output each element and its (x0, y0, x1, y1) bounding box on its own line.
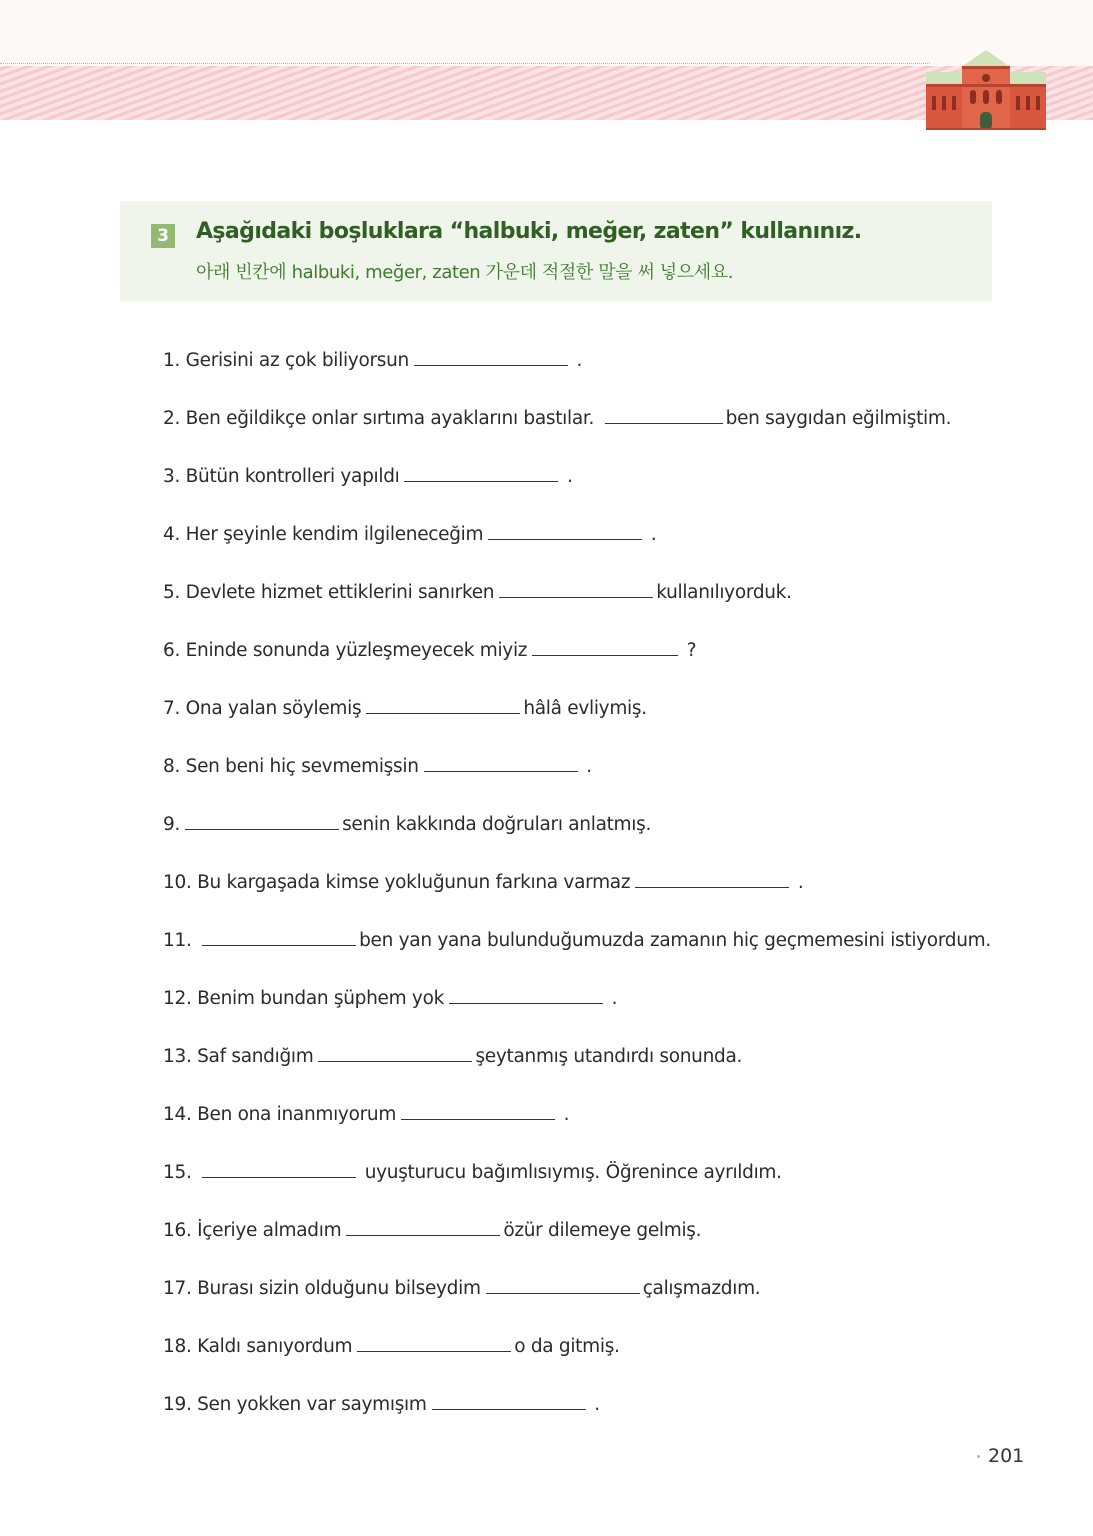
answer-blank[interactable] (202, 1159, 356, 1178)
answer-blank[interactable] (366, 695, 520, 714)
header-dotted-line (0, 63, 930, 64)
item-text: . (561, 466, 573, 487)
item-text: 9. (163, 814, 181, 835)
exercise-item (163, 869, 803, 897)
item-text: ? (681, 640, 697, 661)
item-text: 8. Sen beni hiç sevmemişsin (163, 756, 419, 777)
item-text: senin kakkında doğruları anlatmış. (342, 814, 652, 835)
item-text: 12. Benim bundan şüphem yok (163, 988, 445, 1009)
answer-blank[interactable] (318, 1043, 472, 1062)
item-text: 11. (163, 930, 198, 951)
answer-blank[interactable] (449, 985, 603, 1004)
item-text: ben saygıdan eğilmiştim. (725, 408, 952, 429)
item-text: 4. Her şeyinle kendim ilgileneceğim (163, 524, 484, 545)
exercise-item (163, 927, 991, 955)
answer-blank[interactable] (202, 927, 356, 946)
item-text: 5. Devlete hizmet ettiklerini sanırken (163, 582, 495, 603)
answer-blank[interactable] (357, 1333, 511, 1352)
answer-blank[interactable] (635, 869, 789, 888)
answer-blank[interactable] (432, 1391, 586, 1410)
item-text: 7. Ona yalan söylemiş (163, 698, 362, 719)
instruction-box (120, 201, 992, 301)
item-text: . (588, 1394, 600, 1415)
item-text: 19. Sen yokken var saymışım (163, 1394, 427, 1415)
item-text: 2. Ben eğildikçe onlar sırtıma ayaklarını bastılar. (163, 408, 600, 429)
building-illustration-icon (924, 46, 1048, 132)
exercise-item (163, 579, 792, 607)
instruction-title: Aşağıdaki boşluklara “halbuki, meğer, zaten” kullanınız. (196, 219, 862, 244)
exercise-item (163, 985, 617, 1013)
exercise-item (163, 637, 696, 665)
item-text: 16. İçeriye almadım (163, 1220, 342, 1241)
item-text: . (606, 988, 618, 1009)
item-text: kullanılıyorduk. (656, 582, 792, 603)
exercise-item (163, 1391, 600, 1419)
exercise-item (163, 463, 573, 491)
answer-blank[interactable] (532, 637, 678, 656)
exercise-item (163, 811, 651, 839)
answer-blank[interactable] (605, 405, 723, 424)
exercise-number-badge: 3 (151, 224, 175, 248)
item-text: 6. Eninde sonunda yüzleşmeyecek miyiz (163, 640, 528, 661)
item-text: 18. Kaldı sanıyordum (163, 1336, 353, 1357)
answer-blank[interactable] (424, 753, 578, 772)
exercise-item (163, 1159, 782, 1187)
exercise-item (163, 1333, 620, 1361)
item-text: 14. Ben ona inanmıyorum (163, 1104, 397, 1125)
item-text: 1. Gerisini az çok biliyorsun (163, 350, 409, 371)
item-text: . (792, 872, 804, 893)
exercise-item (163, 405, 951, 433)
item-text: şeytanmış utandırdı sonunda. (475, 1046, 743, 1067)
item-text: . (570, 350, 583, 371)
answer-blank[interactable] (401, 1101, 555, 1120)
item-text: . (558, 1104, 570, 1125)
exercise-item (163, 753, 592, 781)
item-text: 10. Bu kargaşada kimse yokluğunun farkına varmaz (163, 872, 631, 893)
page-number: 201 (988, 1445, 1025, 1467)
page-number-dot (977, 1455, 980, 1458)
exercise-item (163, 695, 647, 723)
item-text: uyuşturucu bağımlısıymış. Öğrenince ayrıldım. (359, 1162, 782, 1183)
answer-blank[interactable] (488, 521, 642, 540)
answer-blank[interactable] (185, 811, 339, 830)
item-text: . (645, 524, 657, 545)
answer-blank[interactable] (414, 347, 568, 366)
answer-blank[interactable] (486, 1275, 640, 1294)
item-text: özür dilemeye gelmiş. (503, 1220, 702, 1241)
item-text: 13. Saf sandığım (163, 1046, 314, 1067)
answer-blank[interactable] (404, 463, 558, 482)
item-text: 3. Bütün kontrolleri yapıldı (163, 466, 400, 487)
instruction-subtitle: 아래 빈칸에 halbuki, meğer, zaten 가운데 적절한 말을 써 넣으세요. (196, 262, 734, 283)
exercise-item (163, 521, 656, 549)
item-text: hâlâ evliymiş. (523, 698, 647, 719)
exercise-item (163, 347, 582, 375)
item-text: ben yan yana bulunduğumuzda zamanın hiç geçmemesini istiyordum. (359, 930, 991, 951)
exercise-item (163, 1275, 760, 1303)
answer-blank[interactable] (499, 579, 653, 598)
item-text: o da gitmiş. (514, 1336, 620, 1357)
item-text: . (580, 756, 592, 777)
exercise-item (163, 1101, 569, 1129)
exercise-item (163, 1217, 701, 1245)
item-text: 15. (163, 1162, 198, 1183)
item-text: çalışmazdım. (642, 1278, 761, 1299)
answer-blank[interactable] (346, 1217, 500, 1236)
exercise-item (163, 1043, 742, 1071)
item-text: 17. Burası sizin olduğunu bilseydim (163, 1278, 481, 1299)
